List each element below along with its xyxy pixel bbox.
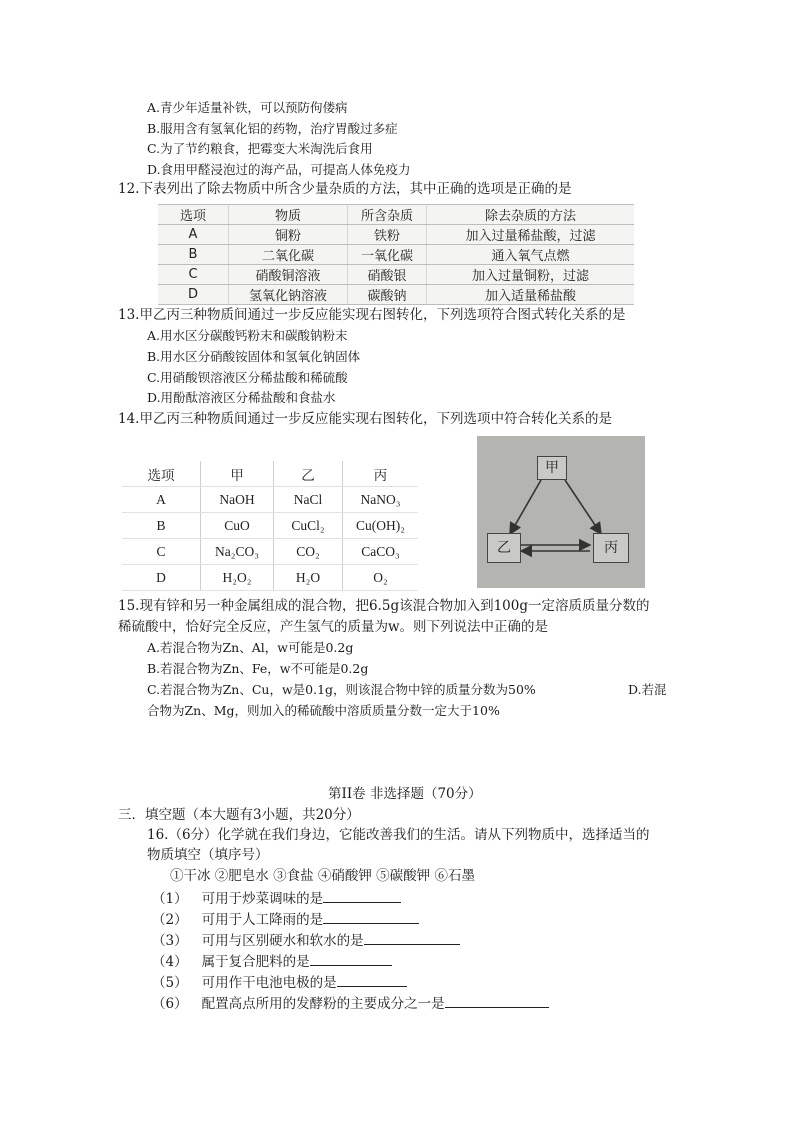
- table-row: [158, 225, 634, 245]
- q16-item-number: （2）: [152, 912, 188, 928]
- table-row: [122, 539, 418, 565]
- q16-item-4: [152, 952, 392, 970]
- arrow-jia-to-yi: [510, 480, 541, 534]
- q15-option-b: B.若混合物为Zn、Fe，w不可能是0.2g: [147, 661, 369, 676]
- table-cell: CO₂: [274, 539, 343, 565]
- table-cell: B: [158, 245, 229, 265]
- q11-option-b: B.服用含有氢氧化铝的药物，治疗胃酸过多症: [147, 121, 398, 136]
- table-header-cell: 选项: [122, 461, 201, 487]
- answer-blank[interactable]: [364, 931, 460, 945]
- q16-item-2: [152, 910, 419, 928]
- table-row: [158, 265, 634, 285]
- table-row: [122, 565, 418, 591]
- table-header-cell: 选项: [158, 205, 229, 225]
- q16-item-text: 配置高点所用的发酵粉的主要成分之一是: [201, 996, 445, 1012]
- q15-option-a: A.若混合物为Zn、Al，w可能是0.2g: [147, 640, 354, 655]
- answer-blank[interactable]: [323, 910, 419, 924]
- table-header-row: [158, 205, 634, 225]
- q13-option-a: A.用水区分碳酸钙粉末和碳酸钠粉末: [147, 328, 348, 343]
- table-header-cell: 所含杂质: [348, 205, 427, 225]
- answer-blank[interactable]: [337, 973, 407, 987]
- q15-option-c: C.若混合物为Zn、Cu，w是0.1g，则该混合物中锌的质量分数为50%: [147, 682, 536, 697]
- q15-stem-line1: 15.现有锌和另一种金属组成的混合物，把6.5g该混合物加入到100g一定溶质质量分数的: [118, 598, 650, 614]
- table-cell: Cu(OH)₂: [343, 513, 419, 539]
- table-cell: 铁粉: [348, 225, 427, 245]
- answer-blank[interactable]: [310, 952, 392, 966]
- table-cell: Na₂CO₃: [201, 539, 274, 565]
- table-cell: D: [158, 285, 229, 305]
- q16-stem-line2: 物质填空（填序号）: [147, 847, 269, 863]
- table-cell: 铜粉: [229, 225, 348, 245]
- answer-blank[interactable]: [445, 994, 549, 1008]
- table-cell: 硝酸铜溶液: [229, 265, 348, 285]
- q16-item-number: （5）: [152, 975, 188, 991]
- table-cell: 加入过量稀盐酸，过滤: [427, 225, 635, 245]
- table-cell: C: [122, 539, 201, 565]
- node-yi: 乙: [487, 533, 521, 563]
- table-header-cell: 丙: [343, 461, 419, 487]
- q11-option-c: C.为了节约粮食，把霉变大米淘洗后食用: [147, 141, 373, 156]
- q12-stem: 12.下表列出了除去物质中所含少量杂质的方法，其中正确的选项是正确的是: [118, 181, 572, 197]
- table-header-row: [122, 461, 418, 487]
- q14-table: [122, 461, 418, 591]
- q16-item-5: [152, 973, 407, 991]
- table-cell: CaCO₃: [343, 539, 419, 565]
- table-header-cell: 乙: [274, 461, 343, 487]
- table-cell: C: [158, 265, 229, 285]
- q16-item-number: （6）: [152, 996, 188, 1012]
- q12-table: [158, 204, 634, 305]
- table-row: [158, 245, 634, 265]
- table-cell: 二氧化碳: [229, 245, 348, 265]
- q15-option-d-start: D.若混: [628, 682, 667, 697]
- table-cell: 硝酸银: [348, 265, 427, 285]
- q14-stem: 14.甲乙丙三种物质间通过一步反应能实现右图转化，下列选项中符合转化关系的是: [118, 411, 612, 427]
- q16-item-text: 属于复合肥料的是: [201, 954, 310, 970]
- conversion-diagram: [477, 436, 645, 588]
- table-cell: B: [122, 513, 201, 539]
- q16-item-number: （4）: [152, 954, 188, 970]
- answer-blank[interactable]: [323, 889, 401, 903]
- table-cell: H₂O₂: [201, 565, 274, 591]
- table-cell: NaOH: [201, 487, 274, 513]
- q13-option-d: D.用酚酞溶液区分稀盐酸和食盐水: [147, 390, 336, 405]
- table-cell: A: [158, 225, 229, 245]
- table-cell: 一氧化碳: [348, 245, 427, 265]
- q11-option-d: D.食用甲醛浸泡过的海产品，可提高人体免疫力: [147, 162, 411, 177]
- table-header-cell: 除去杂质的方法: [427, 205, 635, 225]
- table-cell: 加入适量稀盐酸: [427, 285, 635, 305]
- q16-item-text: 可用作干电池电极的是: [201, 975, 337, 991]
- q16-materials: ①干冰 ②肥皂水 ③食盐 ④硝酸钾 ⑤碳酸钾 ⑥石墨: [170, 868, 475, 884]
- q16-item-text: 可用于人工降雨的是: [201, 912, 324, 928]
- q15-option-d-end: 合物为Zn、Mg，则加入的稀硫酸中溶质质量分数一定大于10%: [147, 703, 500, 718]
- part2-title: 第II卷 非选择题（70分）: [328, 786, 482, 802]
- q16-item-3: [152, 931, 460, 949]
- arrow-jia-to-bing: [565, 480, 601, 534]
- table-cell: 加入过量铜粉，过滤: [427, 265, 635, 285]
- table-cell: NaNO₃: [343, 487, 419, 513]
- section3-title: 三．填空题（本大题有3小题，共20分）: [118, 807, 360, 823]
- q16-item-1: [152, 889, 401, 907]
- table-cell: O₂: [343, 565, 419, 591]
- table-row: [122, 513, 418, 539]
- table-cell: D: [122, 565, 201, 591]
- q13-option-c: C.用硝酸钡溶液区分稀盐酸和稀硫酸: [147, 370, 348, 385]
- table-cell: CuO: [201, 513, 274, 539]
- table-cell: 碳酸钠: [348, 285, 427, 305]
- q16-item-text: 可用与区别硬水和软水的是: [201, 933, 364, 949]
- q16-item-6: [152, 994, 549, 1012]
- q11-option-a: A.青少年适量补铁，可以预防佝偻病: [147, 100, 348, 115]
- table-cell: 通入氧气点燃: [427, 245, 635, 265]
- table-row: [158, 285, 634, 305]
- table-cell: A: [122, 487, 201, 513]
- q13-option-b: B.用水区分硝酸铵固体和氢氧化钠固体: [147, 349, 361, 364]
- table-cell: NaCl: [274, 487, 343, 513]
- table-cell: 氢氧化钠溶液: [229, 285, 348, 305]
- q13-stem: 13.甲乙丙三种物质间通过一步反应能实现右图转化，下列选项符合图式转化关系的是: [118, 307, 626, 323]
- node-jia: 甲: [537, 456, 567, 480]
- table-row: [122, 487, 418, 513]
- table-header-cell: 物质: [229, 205, 348, 225]
- q16-item-text: 可用于炒菜调味的是: [201, 891, 324, 907]
- table-cell: CuCl₂: [274, 513, 343, 539]
- q15-stem-line2: 稀硫酸中，恰好完全反应，产生氢气的质量为w。则下列说法中正确的是: [118, 619, 549, 635]
- q16-item-number: （1）: [152, 891, 188, 907]
- table-header-cell: 甲: [201, 461, 274, 487]
- node-bing: 丙: [593, 533, 629, 563]
- q16-item-number: （3）: [152, 933, 188, 949]
- table-cell: H₂O: [274, 565, 343, 591]
- q16-stem-line1: 16.（6分）化学就在我们身边，它能改善我们的生活。请从下列物质中，选择适当的: [147, 827, 650, 843]
